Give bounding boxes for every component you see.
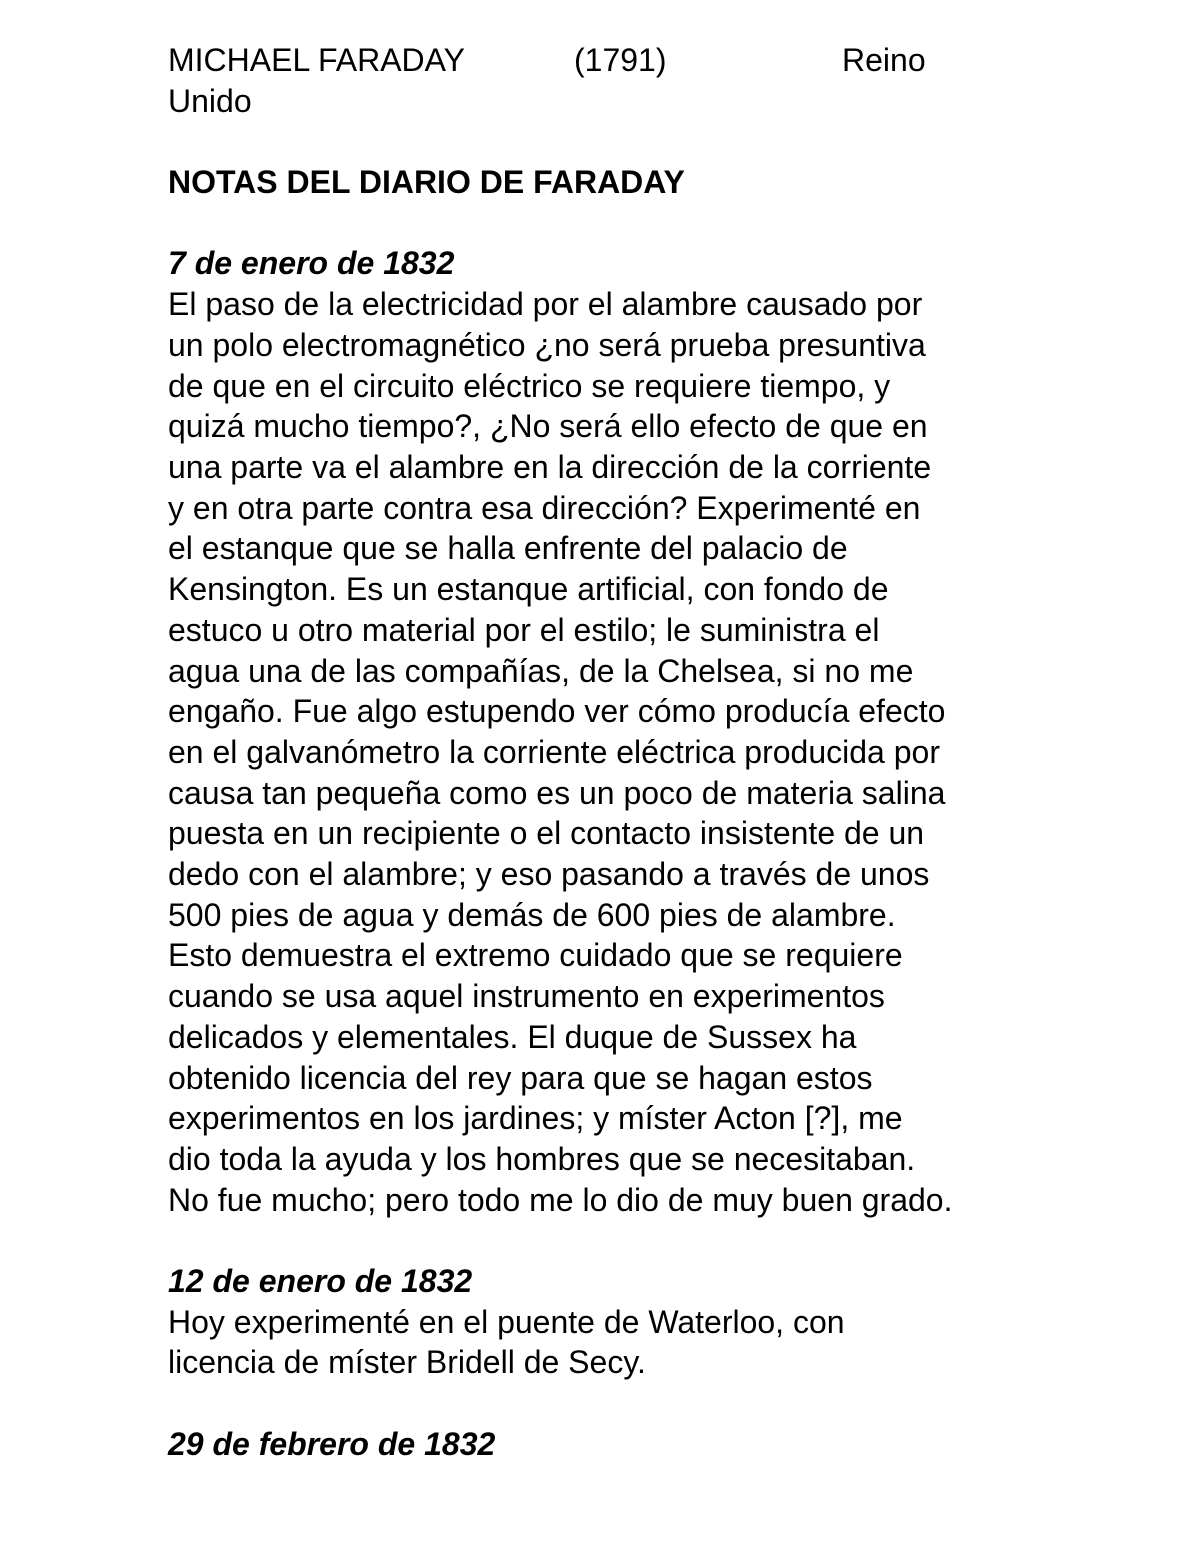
entry-text-line: No fue mucho; pero todo me lo dio de muy buen grado. [168,1181,953,1218]
entry-text-line: dio toda la ayuda y los hombres que se necesitaban. [168,1140,916,1177]
entry-text-line: dedo con el alambre; y eso pasando a través de unos [168,856,930,893]
author-name: MICHAEL FARADAY [168,42,465,78]
entry-text-line: un polo electromagnético ¿no será prueba presuntiva [168,326,926,363]
entry-date: 12 de enero de 1832 [168,1263,473,1300]
document-page [168,40,1048,1465]
entry-text-line: obtenido licencia del rey para que se hagan estos [168,1059,873,1096]
entry-text-line: puesta en un recipiente o el contacto insistente de un [168,815,925,852]
diary-entry [168,1424,1048,1465]
entry-text-line: y en otra parte contra esa dirección? Experimenté en [168,489,921,526]
entry-text-line: causa tan pequeña como es un poco de materia salina [168,774,946,811]
entry-text-line: Esto demuestra el extremo cuidado que se requiere [168,937,903,974]
entry-date: 29 de febrero de 1832 [168,1425,496,1462]
document-title: NOTAS DEL DIARIO DE FARADAY [168,164,685,201]
entry-text-line: en el galvanómetro la corriente eléctrica producida por [168,733,940,770]
entry-text-line: una parte va el alambre en la dirección de la corriente [168,448,932,485]
author-country: Reino [842,42,926,78]
diary-entry [168,243,1048,1261]
entry-text-line: estuco u otro material por el estilo; le suministra el [168,611,880,648]
entry-text-line: quizá mucho tiempo?, ¿No será ello efecto de que en [168,408,928,445]
entry-text-line: 500 pies de agua y demás de 600 pies de alambre. [168,896,896,933]
entry-text-line: Hoy experimenté en el puente de Waterloo, con [168,1303,845,1340]
author-country-continued: Unido [168,82,252,119]
entry-text-line: El paso de la electricidad por el alambre causado por [168,286,923,323]
diary-entries [168,243,1048,1464]
diary-entry [168,1261,1048,1424]
entry-text-line: el estanque que se halla enfrente del palacio de [168,530,848,567]
entry-text-line: cuando se usa aquel instrumento en experimentos [168,978,885,1015]
entry-text-line: de que en el circuito eléctrico se requiere tiempo, y [168,367,891,404]
entry-text-line: engaño. Fue algo estupendo ver cómo producía efecto [168,693,946,730]
author-birth-year: (1791) [574,42,667,78]
entry-text-line: Kensington. Es un estanque artificial, con fondo de [168,571,889,608]
entry-text-line: experimentos en los jardines; y míster Acton [?], me [168,1100,903,1137]
entry-text-line: delicados y elementales. El duque de Sussex ha [168,1018,857,1055]
document-header [168,40,1048,81]
entry-text-line: licencia de míster Bridell de Secy. [168,1344,646,1381]
entry-date: 7 de enero de 1832 [168,245,455,282]
entry-text-line: agua una de las compañías, de la Chelsea, si no me [168,652,914,689]
